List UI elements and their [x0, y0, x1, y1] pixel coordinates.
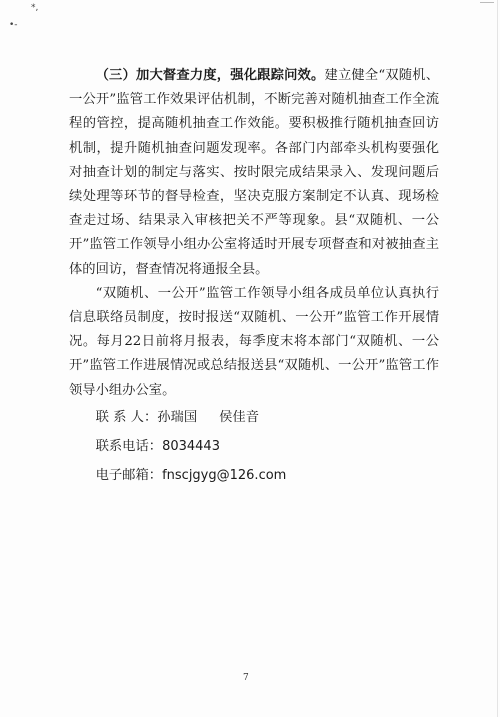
contact-person-label: 联 系 人：: [95, 409, 158, 425]
contact-phone-label: 联系电话：: [95, 438, 163, 454]
scan-corner-line: [480, 0, 494, 3]
scan-mark: •-: [9, 20, 18, 30]
section-heading: （三）加大督查力度，强化跟踪问效。: [95, 68, 325, 83]
contact-phone-value: 8034443: [162, 438, 220, 454]
section-three-paragraph: [69, 64, 439, 282]
scan-mark: *,: [31, 3, 39, 13]
contact-person-line: [69, 405, 439, 430]
contact-person-1: 孙瑞国: [157, 409, 198, 425]
liaison-paragraph: “双随机、一公开”监管工作领导小组各成员单位认真执行信息联络员制度，按时报送“双随机、一公开”监管工作开展情况。每月22日前将月报表，每季度末将本部门“双随机、一公开”监管工作进展情况或总结报送县“双随机、一公开”监管工作领导小组办公室。: [69, 285, 439, 398]
contact-phone-line: [69, 434, 439, 459]
contact-email-label: 电子邮箱：: [95, 467, 163, 483]
contact-email-line: [69, 463, 439, 488]
document-body: [69, 64, 439, 488]
contact-email-value[interactable]: fnscjgyg@126.com: [162, 467, 287, 483]
section-text: 建立健全“双随机、一公开”监管工作效果评估机制，不断完善对随机抽查工作全流程的管控，提高随机抽查工作效能。要积极推行随机抽查回访机制，提升随机抽查问题发现率。各部门内部牵头机构要强化对抽查计划的制定与落实、按时限完成结果录入、发现问题后续处理等环节的督导检查，坚决克服方案制定不认真、现场检查走过场、结果录入审核把关不严等现象。县“双随机、一公开”监管工作领导小组办公室将适时开展专项督查和对被抽查主体的回访，督查情况将通报全县。: [69, 68, 439, 277]
page-number: 7: [243, 673, 249, 683]
page-edge: [497, 0, 498, 717]
contact-person-2: 侯佳音: [219, 409, 260, 425]
